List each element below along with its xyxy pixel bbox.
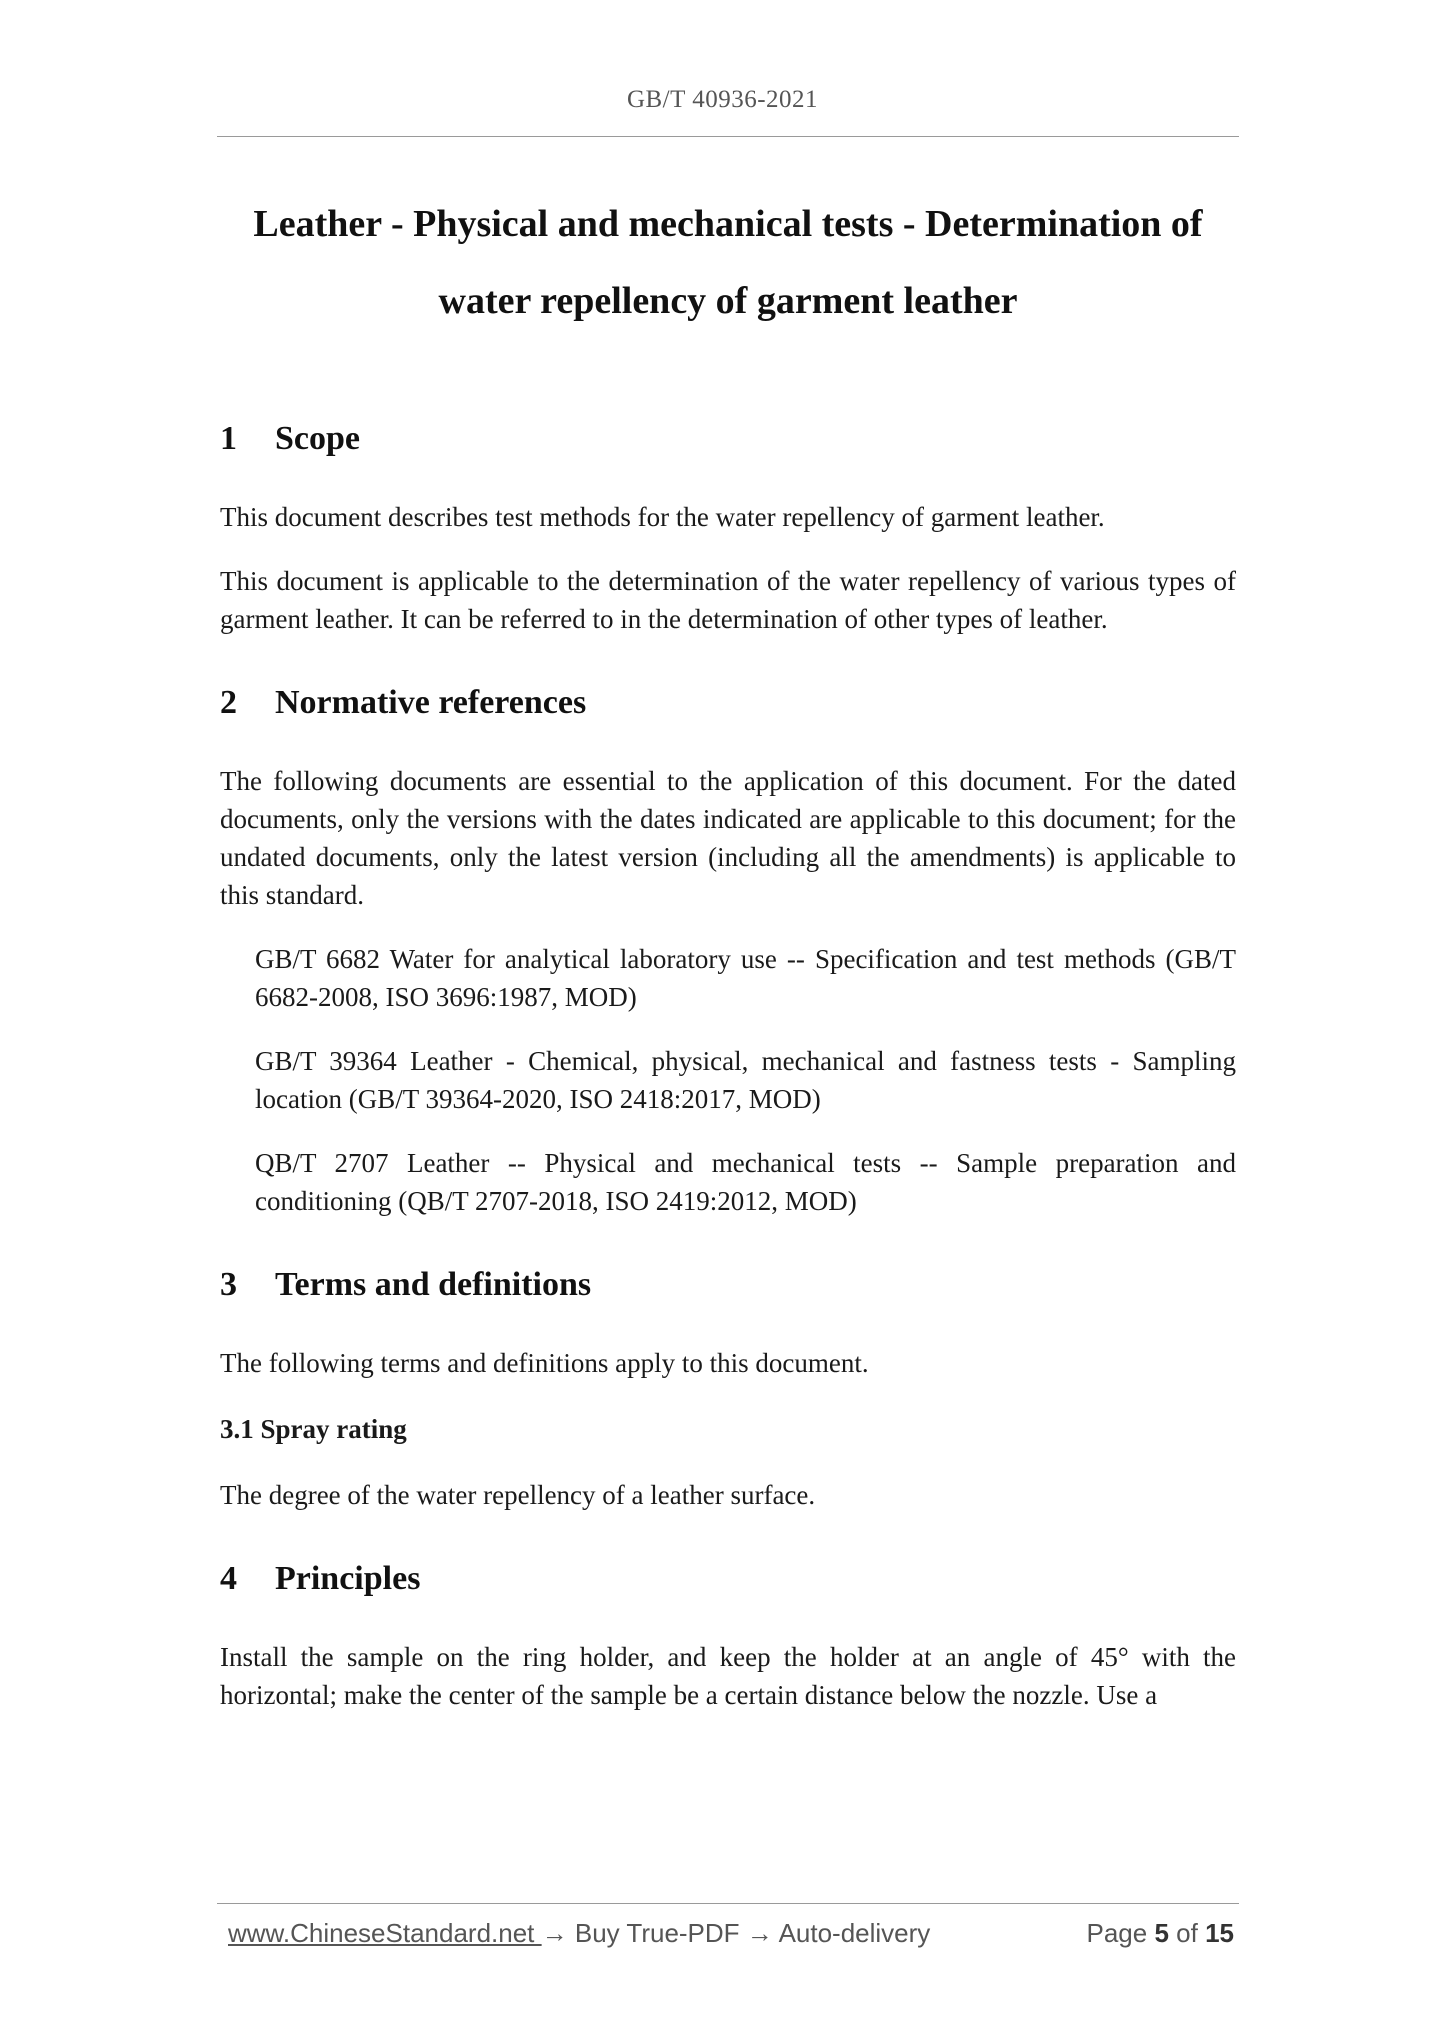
section-number: 2: [220, 684, 237, 721]
page-total: 15: [1205, 1918, 1234, 1948]
term-definition: The degree of the water repellency of a leather surface.: [220, 1480, 816, 1510]
site-link[interactable]: www.ChineseStandard.net: [228, 1918, 542, 1948]
footer-promo: [228, 1918, 930, 1949]
footer-divider: [217, 1903, 1239, 1904]
section-4-heading: [220, 1560, 1236, 1598]
title-line-2: water repellency of garment leather: [438, 280, 1018, 322]
reference-item: GB/T 6682 Water for analytical laboratory use -- Specification and test methods (GB/T 6682-2008, ISO 3696:1987, MOD): [255, 944, 1236, 1012]
normative-intro: The following documents are essential to the application of this document. For the dated documents, only the versions with the dates indicated are applicable to this document; for the undated documents, only the latest version (including all the amendments) is applicable to this standard.: [220, 766, 1236, 910]
section-title: Principles: [275, 1560, 421, 1597]
page-label: Page: [1086, 1918, 1148, 1948]
scope-paragraph-2: This document is applicable to the determination of the water repellency of various types of garment leather. It can be referred to in the determination of other types of leather.: [220, 566, 1236, 634]
document-body: [220, 420, 1236, 1714]
principles-paragraph: Install the sample on the ring holder, and keep the holder at an angle of 45° with the horizontal; make the center of the sample be a certain distance below the nozzle. Use a: [220, 1642, 1236, 1710]
section-number: 1: [220, 420, 237, 457]
reference-item: QB/T 2707 Leather -- Physical and mechanical tests -- Sample preparation and conditioning (QB/T 2707-2018, ISO 2419:2012, MOD): [255, 1148, 1236, 1216]
header-divider: [217, 136, 1239, 137]
page-of: of: [1176, 1918, 1198, 1948]
section-title: Normative references: [275, 684, 587, 721]
title-line-1: Leather - Physical and mechanical tests - Determination of: [253, 203, 1203, 245]
section-number: 3: [220, 1266, 237, 1303]
page-footer: [228, 1918, 1234, 1949]
buy-pdf-text: → Buy True-PDF: [541, 1918, 747, 1948]
reference-item: GB/T 39364 Leather - Chemical, physical, mechanical and fastness tests - Sampling location (GB/T 39364-2020, ISO 2418:2017, MOD): [255, 1046, 1236, 1114]
section-title: Scope: [275, 420, 360, 457]
header-standard-code: GB/T 40936-2021: [626, 86, 819, 113]
scope-paragraph-1: This document describes test methods for the water repellency of garment leather.: [220, 502, 1105, 532]
section-3-heading: [220, 1266, 1236, 1304]
section-number: 4: [220, 1560, 237, 1597]
document-title: [217, 186, 1239, 340]
page-current: 5: [1154, 1918, 1169, 1948]
reference-list: [220, 940, 1236, 1220]
terms-intro: The following terms and definitions apply to this document.: [220, 1348, 869, 1378]
section-title: Terms and definitions: [275, 1266, 592, 1303]
section-1-heading: [220, 420, 1236, 458]
page-counter: [1086, 1918, 1234, 1949]
term-heading: 3.1 Spray rating: [220, 1414, 407, 1444]
section-2-heading: [220, 684, 1236, 722]
auto-delivery-text: → Auto-delivery: [746, 1918, 931, 1948]
